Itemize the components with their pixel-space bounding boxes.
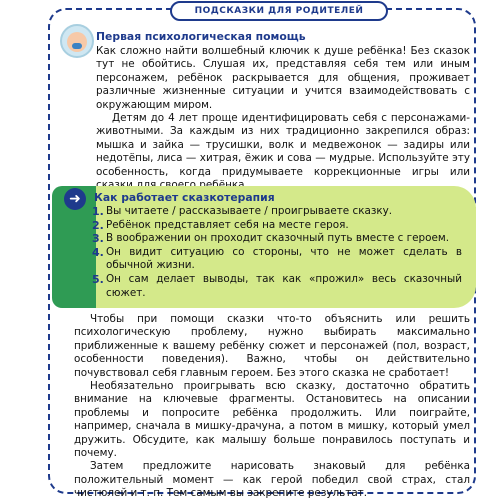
- paragraph: Детям до 4 лет проще идентифицировать себя с персонажами-животными. За каждым из них традиционно закрепился образ: мышка и зайка — трусишки, волк и медвежонок — задиры или недотёпы, лиса — хитрая, ёжик и сова — мудрые. Используйте эту особенность, когда придумываете коррекционные игры или: [96, 112, 470, 178]
- item-number: 5.: [92, 272, 104, 286]
- kstati-list: [92, 205, 462, 300]
- section-title: Первая психологическая помощь: [96, 30, 306, 43]
- paragraph: Чтобы при помощи сказки что-то объяснить или решить психологическую проблему, нужно выбирать максимально приближенные к вашему ребёнку сюжет и персонажей (пол, возраст, особенности поведения). Важно, чтобы он действительно почувствовал себя главным героем. Без этого сказка не сработает!: [74, 313, 470, 379]
- kstati-title: Как работает сказкотерапия: [94, 191, 275, 204]
- list-item: [92, 273, 462, 300]
- section-header: ПОДСКАЗКИ ДЛЯ РОДИТЕЛЕЙ: [170, 1, 388, 21]
- section2-body: [74, 313, 470, 501]
- item-text: В воображении он проходит сказочный путь вместе с героем.: [106, 232, 450, 245]
- list-item: [92, 246, 462, 273]
- list-item: [92, 232, 462, 246]
- paragraph: Необязательно проигрывать всю сказку, достаточно обратить внимание на ключевые фрагменты. Остановитесь на описании проблемы и попросите ребёнка продолжить. Или поиграйте, например, сначала в мишку-драчуна, а потом в мишку, который умел дружить. Обсудите, как малышу больше понравилось поступать и почему.: [74, 380, 470, 460]
- item-number: 3.: [92, 232, 104, 246]
- arrow-right-icon: ➜: [64, 188, 86, 210]
- list-item: [92, 219, 462, 233]
- item-text: Ребёнок представляет себя на месте героя.: [106, 218, 349, 231]
- item-text: Он видит ситуацию со стороны, что не может сделать в обычной жизни.: [106, 245, 462, 272]
- item-number: 4.: [92, 245, 104, 259]
- item-text: Вы читаете / рассказываете / проигрываете сказку.: [106, 205, 393, 217]
- paragraph: Как сложно найти волшебный ключик к душе ребёнка! Без сказок тут не обойтись. Слушая их, представляя себя тем или иным персонажем, ребёнок раскрывается для общения, проживает различные жизненные ситуации и учится взаимодействовать с окружающим миром.: [96, 45, 470, 111]
- list-item: [92, 205, 462, 219]
- baby-icon: [60, 24, 94, 58]
- item-text: Он сам делает выводы, так как «прожил» весь сказочный сюжет.: [106, 272, 462, 299]
- item-number: 2.: [92, 218, 104, 232]
- paragraph: Затем предложите нарисовать знаковый для ребёнка положительный момент — как герой победил свой страх, стал чистюлей и т. п. Тем самым вы закрепите результат.: [74, 460, 470, 500]
- section1-body: [96, 45, 470, 192]
- kstati-label: КСТАТИ: [16, 189, 36, 273]
- item-number: 1.: [92, 205, 104, 218]
